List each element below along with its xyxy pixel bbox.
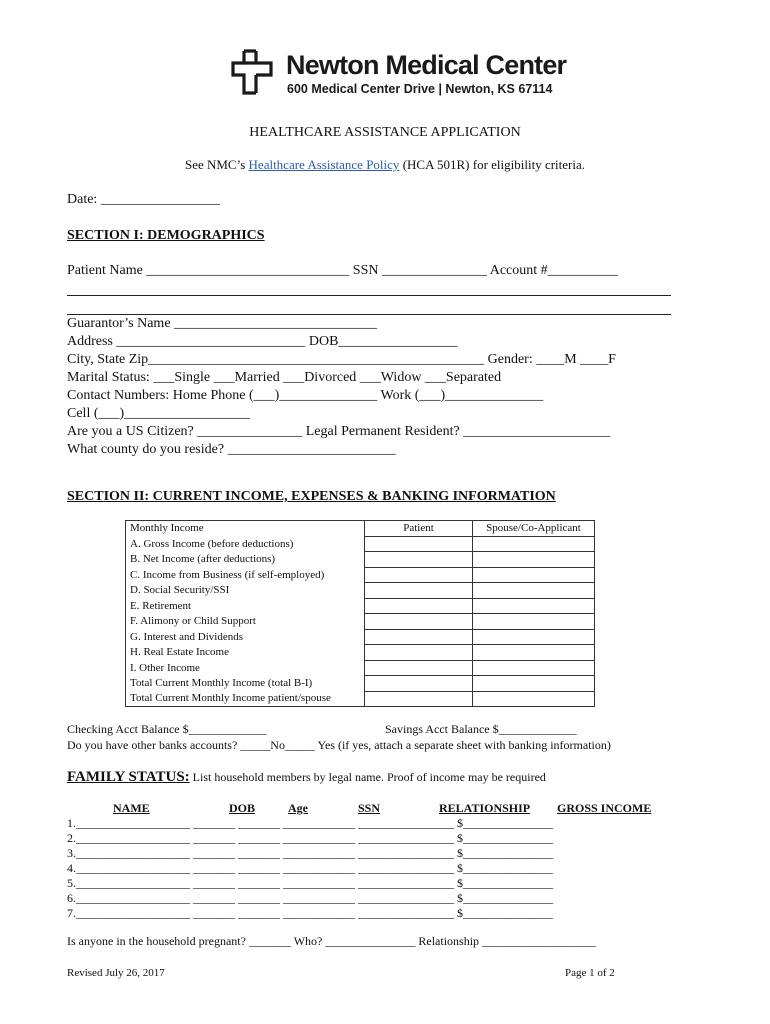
blank-line[interactable]	[67, 314, 671, 315]
family-member-row[interactable]: 5.___________________ _______ _______ ____________ ________________ $_______________	[67, 876, 553, 890]
table-row-label: Total Current Monthly Income (total B-I)	[126, 676, 365, 692]
blank-line[interactable]	[67, 295, 671, 296]
family-member-row[interactable]: 7.___________________ _______ _______ ____________ ________________ $_______________	[67, 906, 553, 920]
spouse-cell[interactable]	[473, 660, 595, 676]
checking-balance-field[interactable]: Checking Acct Balance $_____________	[67, 722, 267, 736]
savings-balance-field[interactable]: Savings Acct Balance $_____________	[385, 722, 577, 736]
col-header-ssn: SSN	[358, 801, 381, 815]
patient-cell[interactable]	[365, 536, 473, 552]
spouse-cell[interactable]	[473, 598, 595, 614]
page-number: Page 1 of 2	[565, 967, 615, 979]
family-member-row[interactable]: 2.___________________ _______ _______ ____________ ________________ $_______________	[67, 831, 553, 845]
table-row-label: I. Other Income	[126, 660, 365, 676]
contact-numbers-field[interactable]: Contact Numbers: Home Phone (___)______________ Work (___)______________	[67, 388, 544, 403]
org-address: 600 Medical Center Drive | Newton, KS 67114	[287, 82, 553, 96]
spouse-cell[interactable]	[473, 536, 595, 552]
family-member-row[interactable]: 1.___________________ _______ _______ ____________ ________________ $_______________	[67, 816, 553, 830]
spouse-cell[interactable]	[473, 691, 595, 707]
spouse-cell[interactable]	[473, 645, 595, 661]
citizen-field[interactable]: Are you a US Citizen? _______________ Legal Permanent Resident? _____________________	[67, 424, 611, 439]
table-header-monthly-income: Monthly Income	[126, 521, 365, 537]
patient-cell[interactable]	[365, 660, 473, 676]
col-header-relationship: RELATIONSHIP	[439, 801, 531, 815]
policy-link[interactable]: Healthcare Assistance Policy	[248, 157, 400, 172]
col-header-name: NAME	[113, 801, 150, 815]
patient-cell[interactable]	[365, 583, 473, 599]
table-row-label: D. Social Security/SSI	[126, 583, 365, 599]
family-member-row[interactable]: 6.___________________ _______ _______ ____________ ________________ $_______________	[67, 891, 553, 905]
family-member-row[interactable]: 3.___________________ _______ _______ ____________ ________________ $_______________	[67, 846, 553, 860]
table-row-label: Total Current Monthly Income patient/spouse	[126, 691, 365, 707]
table-header-spouse: Spouse/Co-Applicant	[473, 521, 595, 537]
cell-field[interactable]: Cell (___)__________________	[67, 406, 251, 421]
spouse-cell[interactable]	[473, 552, 595, 568]
spouse-cell[interactable]	[473, 629, 595, 645]
section2-title: SECTION II: CURRENT INCOME, EXPENSES & BANKING INFORMATION	[67, 489, 556, 504]
org-name: Newton Medical Center	[286, 50, 567, 80]
form-title: HEALTHCARE ASSISTANCE APPLICATION	[249, 125, 521, 140]
table-row-label: G. Interest and Dividends	[126, 629, 365, 645]
patient-line[interactable]: Patient Name _____________________________ SSN _______________ Account #__________	[67, 263, 618, 278]
table-row-label: E. Retirement	[126, 598, 365, 614]
policy-suffix: (HCA 501R) for eligibility criteria.	[399, 157, 586, 172]
spouse-cell[interactable]	[473, 614, 595, 630]
patient-cell[interactable]	[365, 676, 473, 692]
spouse-cell[interactable]	[473, 676, 595, 692]
table-row-label: B. Net Income (after deductions)	[126, 552, 365, 568]
col-header-age: Age	[288, 801, 308, 815]
patient-cell[interactable]	[365, 567, 473, 583]
table-row-label: A. Gross Income (before deductions)	[126, 536, 365, 552]
section1-title: SECTION I: DEMOGRAPHICS	[67, 228, 265, 243]
col-header-gross-income: GROSS INCOME	[557, 801, 652, 815]
pregnant-field[interactable]: Is anyone in the household pregnant? _______ Who? _______________ Relationship ___________________	[67, 934, 597, 948]
patient-cell[interactable]	[365, 629, 473, 645]
guarantor-name-field[interactable]: Guarantor’s Name _____________________________	[67, 316, 378, 331]
table-header-patient: Patient	[365, 521, 473, 537]
policy-prefix: See NMC’s	[184, 157, 249, 172]
address-dob-field[interactable]: Address ___________________________ DOB_________________	[67, 334, 458, 349]
revised-date: Revised July 26, 2017	[67, 967, 165, 979]
patient-cell[interactable]	[365, 691, 473, 707]
other-banks-field[interactable]: Do you have other banks accounts? _____No_____ Yes (if yes, attach a separate sheet with banking information)	[67, 738, 611, 752]
spouse-cell[interactable]	[473, 567, 595, 583]
table-row-label: C. Income from Business (if self-employed)	[126, 567, 365, 583]
family-status-subtitle: List household members by legal name. Proof of income may be required	[189, 770, 546, 784]
income-table	[125, 520, 595, 707]
patient-cell[interactable]	[365, 645, 473, 661]
patient-cell[interactable]	[365, 614, 473, 630]
col-header-dob: DOB	[229, 801, 256, 815]
medical-cross-logo-icon	[230, 48, 274, 96]
county-field[interactable]: What county do you reside? ________________________	[67, 442, 396, 457]
patient-cell[interactable]	[365, 598, 473, 614]
spouse-cell[interactable]	[473, 583, 595, 599]
patient-cell[interactable]	[365, 552, 473, 568]
family-status-heading	[67, 768, 546, 786]
date-field[interactable]: Date: _________________	[67, 192, 220, 207]
marital-status-field[interactable]: Marital Status: ___Single ___Married ___Divorced ___Widow ___Separated	[67, 370, 502, 385]
policy-line	[0, 157, 770, 173]
table-row-label: H. Real Estate Income	[126, 645, 365, 661]
family-status-title: FAMILY STATUS:	[67, 769, 190, 785]
city-gender-field[interactable]: City, State Zip________________________________________________ Gender: ____M ____F	[67, 352, 616, 367]
table-row-label: F. Alimony or Child Support	[126, 614, 365, 630]
family-member-row[interactable]: 4.___________________ _______ _______ ____________ ________________ $_______________	[67, 861, 553, 875]
